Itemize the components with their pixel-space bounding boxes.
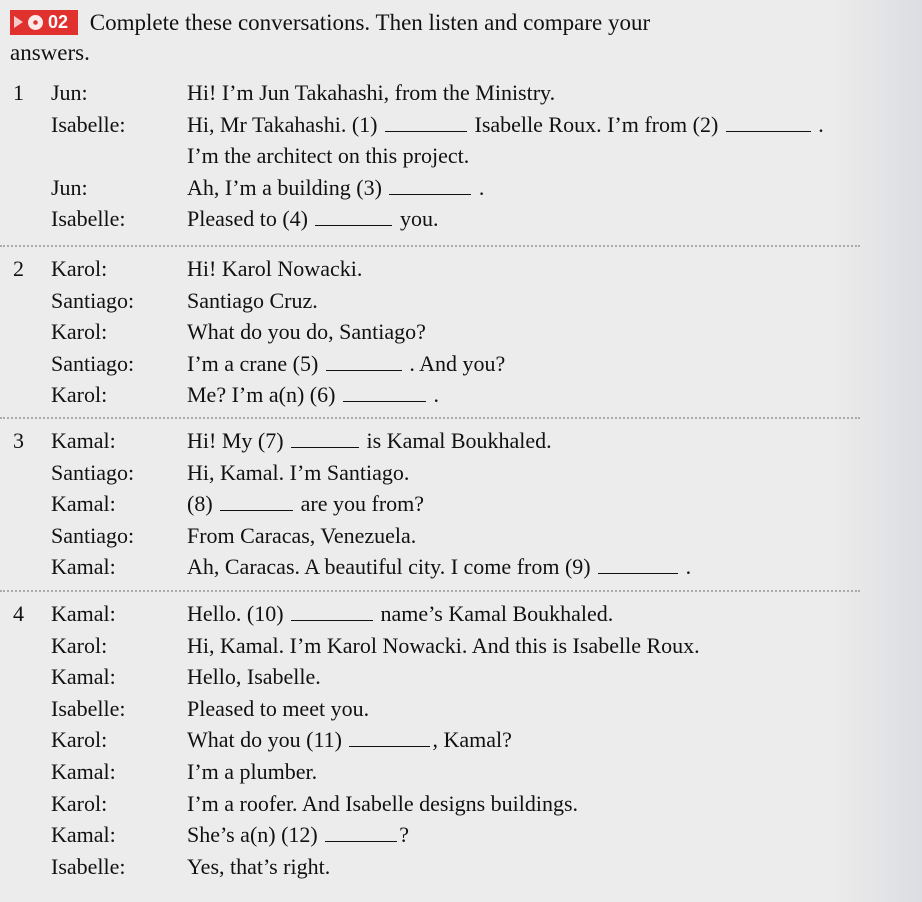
- dialogue-line: [0, 285, 900, 317]
- answer-blank[interactable]: [291, 427, 359, 448]
- dialogue-line: [0, 661, 900, 693]
- dialogue-text: [187, 520, 416, 552]
- speaker-name: Kamal:: [51, 758, 116, 784]
- speaker-name: Karol:: [51, 727, 108, 753]
- dialogue-segment: Me? I’m a(n) (6): [187, 382, 341, 408]
- dialogue-text: [187, 77, 555, 109]
- dialogue-line: [0, 253, 900, 285]
- dialogue-line: [0, 77, 900, 109]
- answer-blank[interactable]: [389, 174, 471, 195]
- dialogue-segment: I’m a plumber.: [187, 758, 318, 784]
- dialogue-text: [187, 756, 317, 788]
- dialogue-segment: She’s a(n) (12): [187, 822, 324, 848]
- dialogue-line: [0, 724, 900, 756]
- dialogue-line: [0, 457, 900, 489]
- dialogue-segment: Hi, Kamal. I’m Karol Nowacki. And this is Isabelle Roux.: [187, 632, 700, 658]
- conversation-divider: [0, 417, 860, 419]
- dialogue-text: [187, 425, 552, 457]
- dialogue-text: [187, 172, 484, 204]
- dialogue-segment: From Caracas, Venezuela.: [187, 522, 417, 548]
- dialogue-text: [187, 551, 691, 583]
- answer-blank[interactable]: [385, 111, 467, 132]
- dialogue-segment: are you from?: [295, 491, 425, 517]
- dialogue-line: [0, 109, 900, 141]
- speaker-name: Santiago:: [51, 350, 135, 376]
- dialogue-text: [187, 316, 426, 348]
- dialogue-text: [187, 203, 438, 235]
- speaker-name: Kamal:: [51, 491, 116, 517]
- dialogue-line: [0, 819, 900, 851]
- dialogue-line: [0, 551, 900, 583]
- dialogue-segment: (8): [187, 491, 219, 517]
- dialogue-text: [187, 630, 700, 662]
- dialogue-segment: Hi, Kamal. I’m Santiago.: [187, 459, 410, 485]
- instruction-line-2: answers.: [10, 40, 90, 65]
- dialogue-line: [0, 851, 900, 883]
- speaker-name: Santiago:: [51, 522, 135, 548]
- dialogue-text: [187, 253, 362, 285]
- dialogue-segment: is Kamal Boukhaled.: [361, 428, 552, 453]
- audio-track-badge[interactable]: [10, 10, 78, 35]
- conversation-number: 4: [13, 601, 24, 626]
- speaker-name: Karol:: [51, 319, 108, 345]
- dialogue-segment: Ah, Caracas. A beautiful city. I come from (9): [187, 554, 597, 580]
- answer-blank[interactable]: [598, 553, 678, 574]
- speaker-name: Isabelle:: [51, 111, 126, 137]
- dialogue-text: [187, 488, 424, 520]
- dialogue-segment: I’m the architect on this project.: [187, 143, 470, 169]
- speaker-name: Isabelle:: [51, 853, 126, 879]
- dialogue-segment: Hello. (10): [187, 601, 290, 626]
- speaker-name: Santiago:: [51, 287, 135, 313]
- speaker-name: Kamal:: [51, 664, 116, 690]
- dialogue-text: [187, 598, 613, 630]
- answer-blank[interactable]: [349, 726, 430, 747]
- dialogue-segment: . And you?: [403, 350, 506, 376]
- dialogue-text: [187, 457, 409, 489]
- dialogue-segment: .: [680, 554, 692, 580]
- speaker-name: Jun:: [51, 174, 88, 200]
- speaker-name: Jun:: [51, 80, 88, 105]
- dialogue-text: [187, 819, 409, 851]
- dialogue-text: [187, 724, 512, 756]
- exercise-header: [10, 8, 890, 68]
- dialogue-segment: Hi! Karol Nowacki.: [187, 256, 363, 281]
- speaker-name: Kamal:: [51, 601, 116, 626]
- dialogue-text: [187, 140, 469, 172]
- dialogue-segment: .: [473, 174, 485, 200]
- dialogue-text: [187, 693, 369, 725]
- dialogue-segment: What do you (11): [187, 727, 348, 753]
- dialogue-line: [0, 488, 900, 520]
- speaker-name: Isabelle:: [51, 695, 126, 721]
- conversation-1: [0, 77, 900, 235]
- conversation-divider: [0, 590, 860, 592]
- dialogue-segment: ?: [399, 822, 410, 848]
- dialogue-text: [187, 788, 578, 820]
- dialogue-segment: What do you do, Santiago?: [187, 319, 426, 345]
- speaker-name: Kamal:: [51, 428, 116, 453]
- answer-blank[interactable]: [325, 821, 397, 842]
- dialogue-segment: Hi, Mr Takahashi. (1): [187, 111, 384, 137]
- answer-blank[interactable]: [291, 600, 373, 621]
- speaker-name: Isabelle:: [51, 206, 126, 232]
- dialogue-line: [0, 788, 900, 820]
- dialogue-segment: Pleased to meet you.: [187, 695, 370, 721]
- answer-blank[interactable]: [726, 111, 811, 132]
- speaker-name: Karol:: [51, 256, 108, 281]
- dialogue-segment: Hello, Isabelle.: [187, 664, 321, 690]
- dialogue-line: [0, 756, 900, 788]
- dialogue-line: [0, 630, 900, 662]
- answer-blank[interactable]: [315, 205, 392, 226]
- dialogue-line: [0, 140, 900, 172]
- dialogue-line: [0, 379, 900, 411]
- play-icon: [14, 16, 23, 28]
- dialogue-segment: Santiago Cruz.: [187, 287, 318, 313]
- track-number: 02: [48, 12, 69, 32]
- dialogue-segment: Pleased to (4): [187, 206, 314, 232]
- dialogue-segment: Yes, that’s right.: [187, 853, 331, 879]
- dialogue-line: [0, 203, 900, 235]
- dialogue-segment: , Kamal?: [432, 727, 512, 753]
- conversation-number: 1: [13, 80, 24, 105]
- dialogue-segment: I’m a roofer. And Isabelle designs buildings.: [187, 790, 579, 816]
- dialogue-segment: I’m a crane (5): [187, 350, 324, 376]
- speaker-name: Kamal:: [51, 554, 116, 580]
- answer-blank[interactable]: [343, 381, 426, 402]
- conversation-3: [0, 425, 900, 583]
- dialogue-line: [0, 172, 900, 204]
- dialogue-text: [187, 851, 330, 883]
- answer-blank[interactable]: [220, 490, 293, 511]
- dialogue-segment: Hi! I’m Jun Takahashi, from the Ministry.: [187, 80, 556, 105]
- speaker-name: Santiago:: [51, 459, 135, 485]
- dialogue-segment: Isabelle Roux. I’m from (2): [469, 111, 724, 137]
- dialogue-text: [187, 379, 439, 411]
- dialogue-text: [187, 285, 318, 317]
- dialogue-line: [0, 598, 900, 630]
- dialogue-segment: name’s Kamal Boukhaled.: [375, 601, 614, 626]
- conversation-4: [0, 598, 900, 882]
- dialogue-line: [0, 425, 900, 457]
- dialogue-segment: you.: [394, 206, 439, 232]
- speaker-name: Karol:: [51, 382, 108, 408]
- instruction-line-1: Complete these conversations. Then listen and compare your: [89, 10, 651, 35]
- dialogue-line: [0, 348, 900, 380]
- dialogue-line: [0, 520, 900, 552]
- dialogue-segment: Ah, I’m a building (3): [187, 174, 388, 200]
- dialogue-line: [0, 316, 900, 348]
- cd-icon: [28, 15, 43, 30]
- answer-blank[interactable]: [326, 350, 402, 371]
- dialogue-segment: .: [812, 111, 824, 137]
- conversation-number: 2: [13, 256, 24, 281]
- speaker-name: Karol:: [51, 632, 108, 658]
- conversation-number: 3: [13, 428, 24, 453]
- dialogue-segment: .: [427, 382, 439, 408]
- speaker-name: Karol:: [51, 790, 108, 816]
- conversation-divider: [0, 245, 860, 247]
- dialogue-text: [187, 348, 505, 380]
- dialogue-text: [187, 109, 824, 141]
- speaker-name: Kamal:: [51, 822, 116, 848]
- dialogue-segment: Hi! My (7): [187, 428, 290, 453]
- conversation-2: [0, 253, 900, 411]
- dialogue-text: [187, 661, 321, 693]
- dialogue-line: [0, 693, 900, 725]
